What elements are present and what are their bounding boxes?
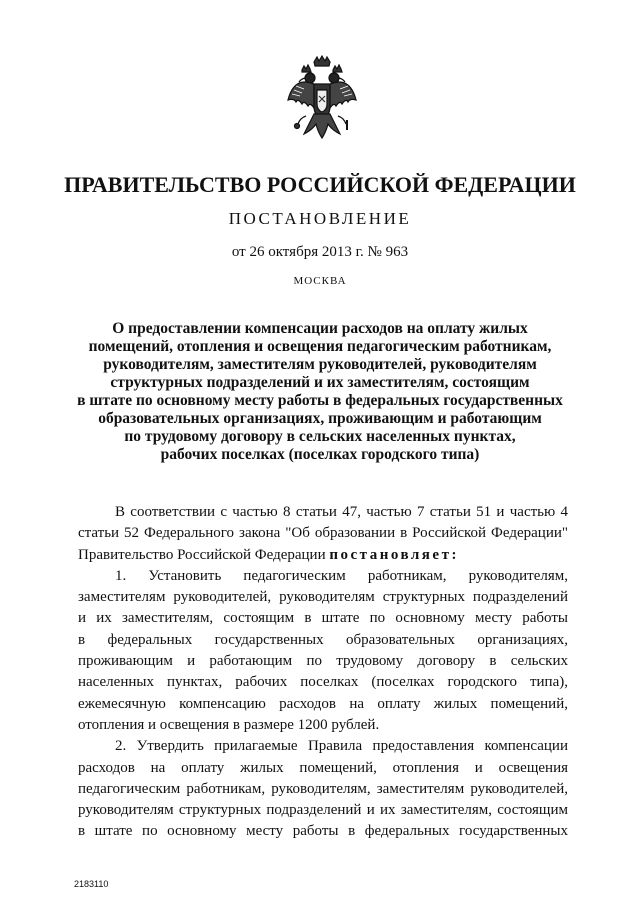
body-line: 2. Утвердить прилагаемые Правила предоставления компенсации <box>115 738 568 755</box>
body-line: в штате по основному месту работы в федеральных государственных <box>78 823 568 840</box>
body-line: и их заместителям, состоящим в штате по основному месту работы <box>78 610 568 627</box>
body-line <box>78 545 568 566</box>
subject-line: по трудовому договору в сельских населенных пунктах, <box>124 428 516 445</box>
document-city: МОСКВА <box>293 275 347 287</box>
subject-line: структурных подразделений и их заместителям, состоящим <box>110 374 530 391</box>
document-date-number: от 26 октября 2013 г. № 963 <box>231 244 409 260</box>
document-code: 2183110 <box>74 879 109 889</box>
body-line: В соответствии с частью 8 статьи 47, частью 7 статьи 51 и частью 4 <box>115 504 568 520</box>
subject-line: в штате по основному месту работы в федеральных государственных <box>77 392 563 409</box>
resolution-keyword: постановляет: <box>329 546 459 563</box>
body-line: статьи 52 Федерального закона "Об образовании в Российской Федерации" <box>78 525 568 542</box>
government-title: ПРАВИТЕЛЬСТВО РОССИЙСКОЙ ФЕДЕРАЦИИ <box>64 172 576 197</box>
document-body <box>78 502 568 843</box>
body-line: населенных пунктах, рабочих поселках (поселках городского типа), <box>78 674 568 691</box>
body-line: отопления и освещения в размере 1200 рублей. <box>78 716 380 733</box>
document-subject <box>60 320 580 464</box>
subject-line: рабочих поселках (поселках городского типа) <box>160 446 480 463</box>
document-type: ПОСТАНОВЛЕНИЕ <box>228 209 412 228</box>
body-line: педагогическим работникам, руководителям, заместителям руководителей, <box>78 780 568 797</box>
body-line: расходов на оплату жилых помещений, отопления и освещения <box>78 759 568 776</box>
body-line: проживающим и работающим по трудовому договору в сельских <box>78 653 568 670</box>
body-line: ежемесячную компенсацию расходов на оплату жилых помещений, <box>78 695 568 712</box>
subject-line: О предоставлении компенсации расходов на оплату жилых <box>112 320 528 337</box>
body-line: заместителям руководителей, руководителям структурных подразделений <box>78 589 568 606</box>
coat-of-arms-icon <box>284 54 360 146</box>
body-line: 1. Установить педагогическим работникам, руководителям, <box>115 567 568 584</box>
subject-line: образовательных организациях, проживающим и работающим <box>98 410 542 427</box>
body-text-fragment: Правительство Российской Федерации <box>78 546 330 563</box>
subject-line: руководителям, заместителям руководителей, руководителям <box>103 356 537 373</box>
body-line: в федеральных государственных образовательных организациях, <box>78 631 568 648</box>
subject-line: помещений, отопления и освещения педагогическим работникам, <box>88 338 552 355</box>
body-line: руководителям структурных подразделений и их заместителям, состоящим <box>78 802 568 819</box>
